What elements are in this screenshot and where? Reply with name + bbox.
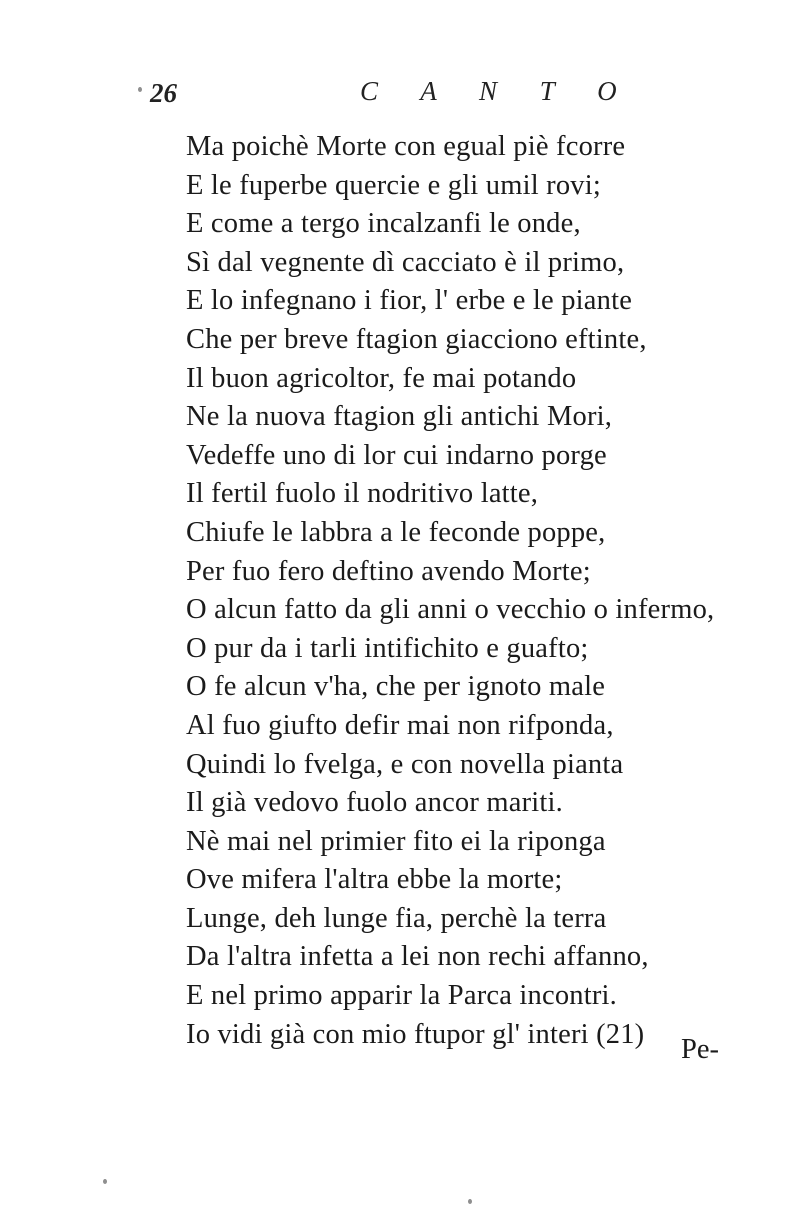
verse-line: E le fuperbe quercie e gli umil rovi; [186, 169, 601, 201]
verse-line: Il buon agricoltor, fe mai potando [186, 362, 577, 394]
verse-line: Chiufe le labbra a le feconde poppe, [186, 516, 606, 548]
canto-title: C A N T O [360, 76, 635, 106]
verse-line: Che per breve ftagion giacciono eftinte, [186, 323, 647, 355]
verse-line: Il già vedovo fuolo ancor mariti. [186, 787, 563, 819]
poem-verses [186, 128, 796, 1054]
verse-line: O pur da i tarli intifichito e guafto; [186, 632, 589, 664]
verse-line: E come a tergo incalzanfi le onde, [186, 208, 581, 240]
ink-speck [103, 1179, 107, 1184]
verse-line: Nè mai nel primier fito ei la riponga [186, 825, 606, 857]
verse-line: Lunge, deh lunge fia, perchè la terra [186, 902, 607, 934]
running-head [150, 76, 750, 112]
verse-line: Da l'altra infetta a lei non rechi affanno, [186, 941, 649, 973]
verse-line: Al fuo giufto defir mai non rifponda, [186, 709, 614, 741]
verse-line: Io vidi già con mio ftupor gl' interi (21) [186, 1018, 645, 1050]
verse-line: E lo infegnano i fior, l' erbe e le piante [186, 285, 633, 317]
verse-line: E nel primo apparir la Parca incontri. [186, 980, 617, 1012]
verse-line: Sì dal vegnente dì cacciato è il primo, [186, 246, 625, 278]
verse-line: Quindi lo fvelga, e con novella pianta [186, 748, 624, 780]
ink-speck [468, 1199, 472, 1204]
catchword: Pe- [681, 1034, 719, 1065]
verse-line: O alcun fatto da gli anni o vecchio o infermo, [186, 594, 715, 626]
page-number: 26 [150, 78, 177, 108]
verse-line: Ove mifera l'altra ebbe la morte; [186, 864, 563, 896]
verse-line: O fe alcun v'ha, che per ignoto male [186, 671, 606, 703]
ink-speck [138, 87, 142, 92]
verse-line: Vedeffe uno di lor cui indarno porge [186, 439, 607, 471]
verse-line: Ma poichè Morte con egual piè fcorre [186, 131, 626, 162]
verse-line: Il fertil fuolo il nodritivo latte, [186, 478, 539, 510]
verse-line: Per fuo fero deftino avendo Morte; [186, 555, 591, 587]
verse-line: Ne la nuova ftagion gli antichi Mori, [186, 401, 613, 433]
